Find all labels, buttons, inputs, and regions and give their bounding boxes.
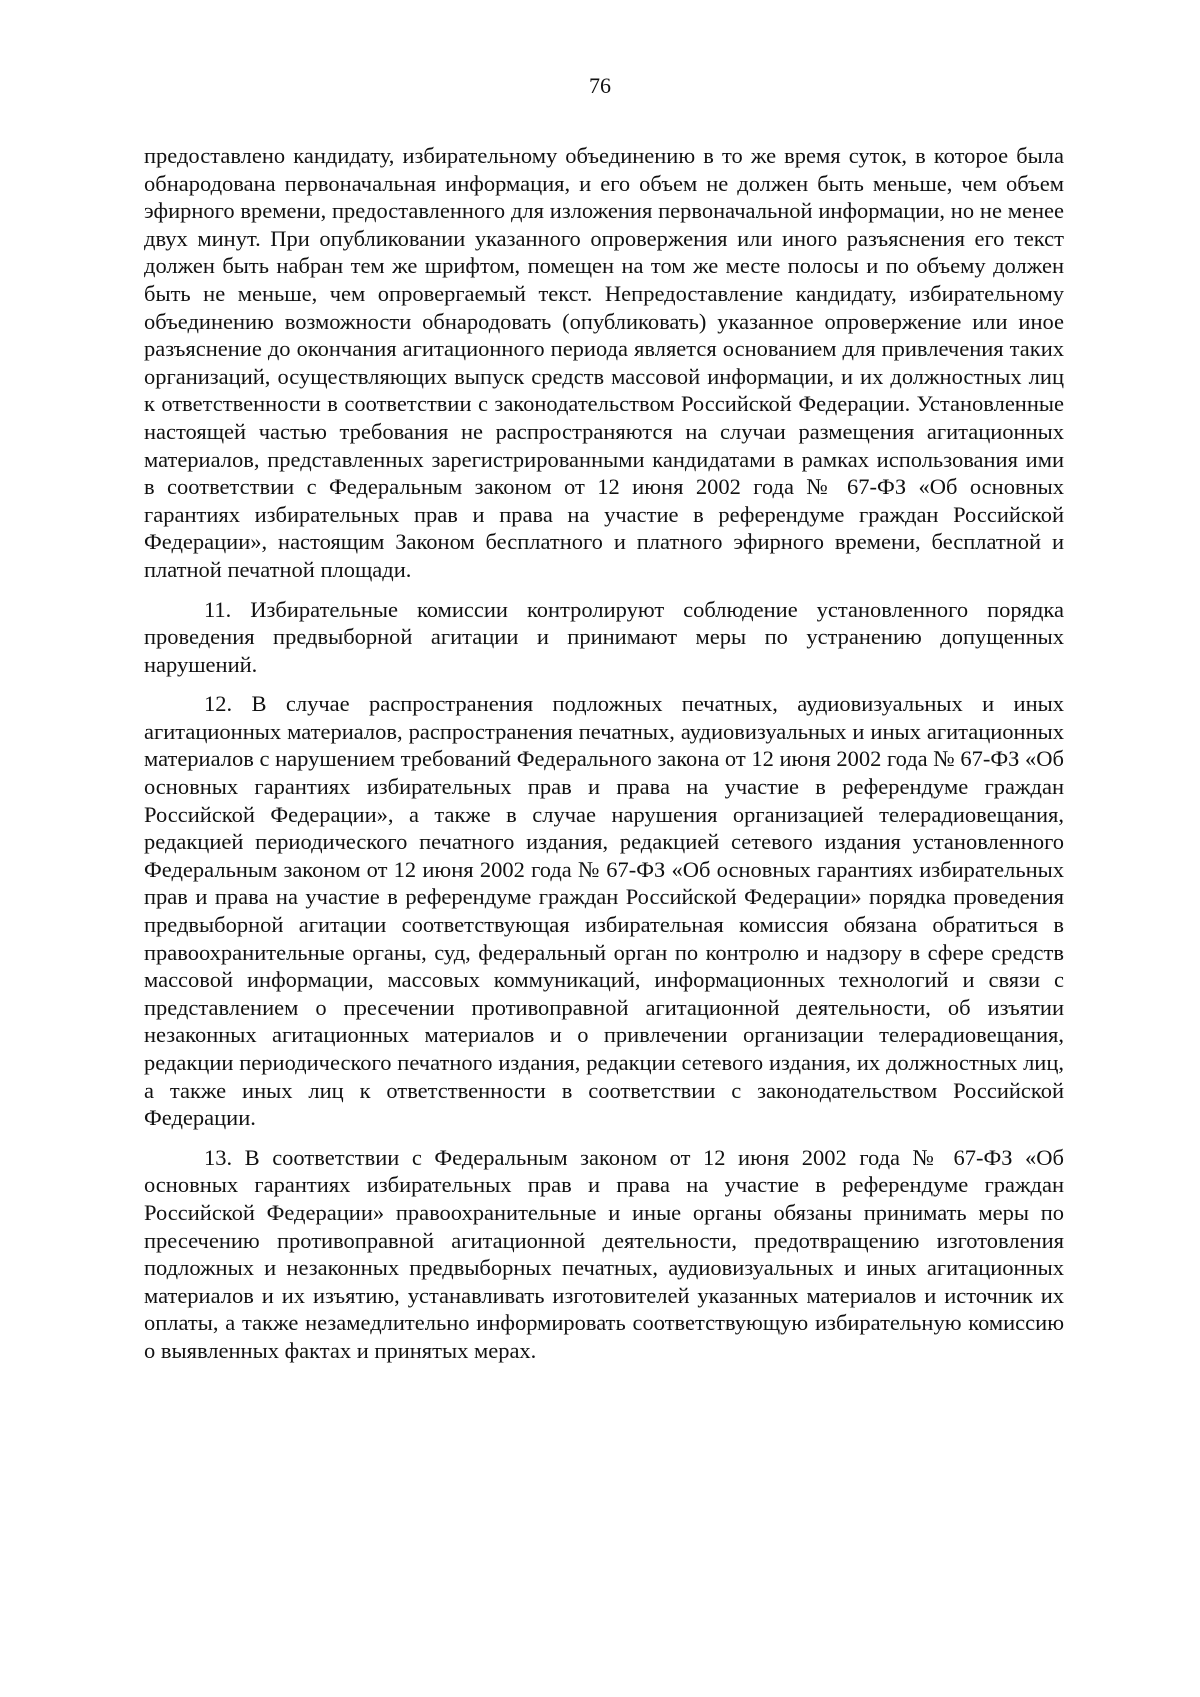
paragraph-12: 12. В случае распространения подложных печатных, аудиовизуальных и иных агитационных материалов, распространения печатных, аудиовизуальных и иных агитационных материалов с нарушением требований Федерального закона от 12 июня 2002 года № 67-ФЗ «Об основных гарантиях избирательных прав и права на участие в референдуме граждан Российской Федерации», а также в случае нарушения организацией телерадиовещания, редакцией периодического печатного издания, редакцией сетевого издания установленного Федеральным законом от 12 июня 2002 года № 67-ФЗ «Об основных гарантиях избирательных прав и права на участие в референдуме граждан Российской Федерации» порядка проведения предвыборной агитации соответствующая избирательная комиссия обязана обратиться в правоохранительные органы, суд, федеральный орган по контролю и надзору в сфере средств массовой информации, массовых коммуникаций, информационных технологий и связи с представлением о пресечении противоправной агитационной деятельности, об изъятии незаконных агитационных материалов и о привлечении организации телерадиовещания, редакции периодического печатного издания, редакции сетевого издания, их должностных лиц, а также иных лиц к ответственности в соответствии с законодательством Российской Федерации. xyxy=(144,691,1064,1131)
paragraph-13: 13. В соответствии с Федеральным законом от 12 июня 2002 года № 67-ФЗ «Об основных гарантиях избирательных прав и права на участие в референдуме граждан Российской Федерации» правоохранительные и иные органы обязаны принимать меры по пресечению противоправной агитационной деятельности, предотвращению изготовления подложных и незаконных предвыборных печатных, аудиовизуальных и иных агитационных материалов и их изъятию, устанавливать изготовителей указанных материалов и источник их оплаты, а также незамедлительно информировать соответствующую избирательную комиссию о выявленных фактах и принятых мерах. xyxy=(144,1144,1064,1363)
page-number: 76 xyxy=(589,73,611,98)
document-body xyxy=(144,142,1064,1365)
paragraph-continuation: предоставлено кандидату, избирательному объединению в то же время суток, в которое была обнародована первоначальная информация, и его объем не должен быть меньше, чем объем эфирного времени, предоставленного для изложения первоначальной информации, но не менее двух минут. При опубликовании указанного опровержения или иного разъяснения его текст должен быть набран тем же шрифтом, помещен на том же месте полосы и по объему должен быть не меньше, чем опровергаемый текст. Непредоставление кандидату, избирательному объединению возможности обнародовать (опубликовать) указанное опровержение или иное разъяснение до окончания агитационного периода является основанием для привлечения таких организаций, осуществляющих выпуск средств массовой информации, и их должностных лиц к ответственности в соответствии с законодательством Российской Федерации. Установленные настоящей частью требования не распространяются на случаи размещения агитационных материалов, представленных зарегистрированными кандидатами в рамках использования ими в соответствии с Федеральным законом от 12 июня 2002 года № 67-ФЗ «Об основных гарантиях избирательных прав и права на участие в референдуме граждан Российской Федерации», настоящим Законом бесплатного и платного эфирного времени, бесплатной и платной печатной площади. xyxy=(144,143,1064,582)
paragraph-11: 11. Избирательные комиссии контролируют соблюдение установленного порядка проведения предвыборной агитации и принимают меры по устранению допущенных нарушений. xyxy=(144,596,1064,677)
